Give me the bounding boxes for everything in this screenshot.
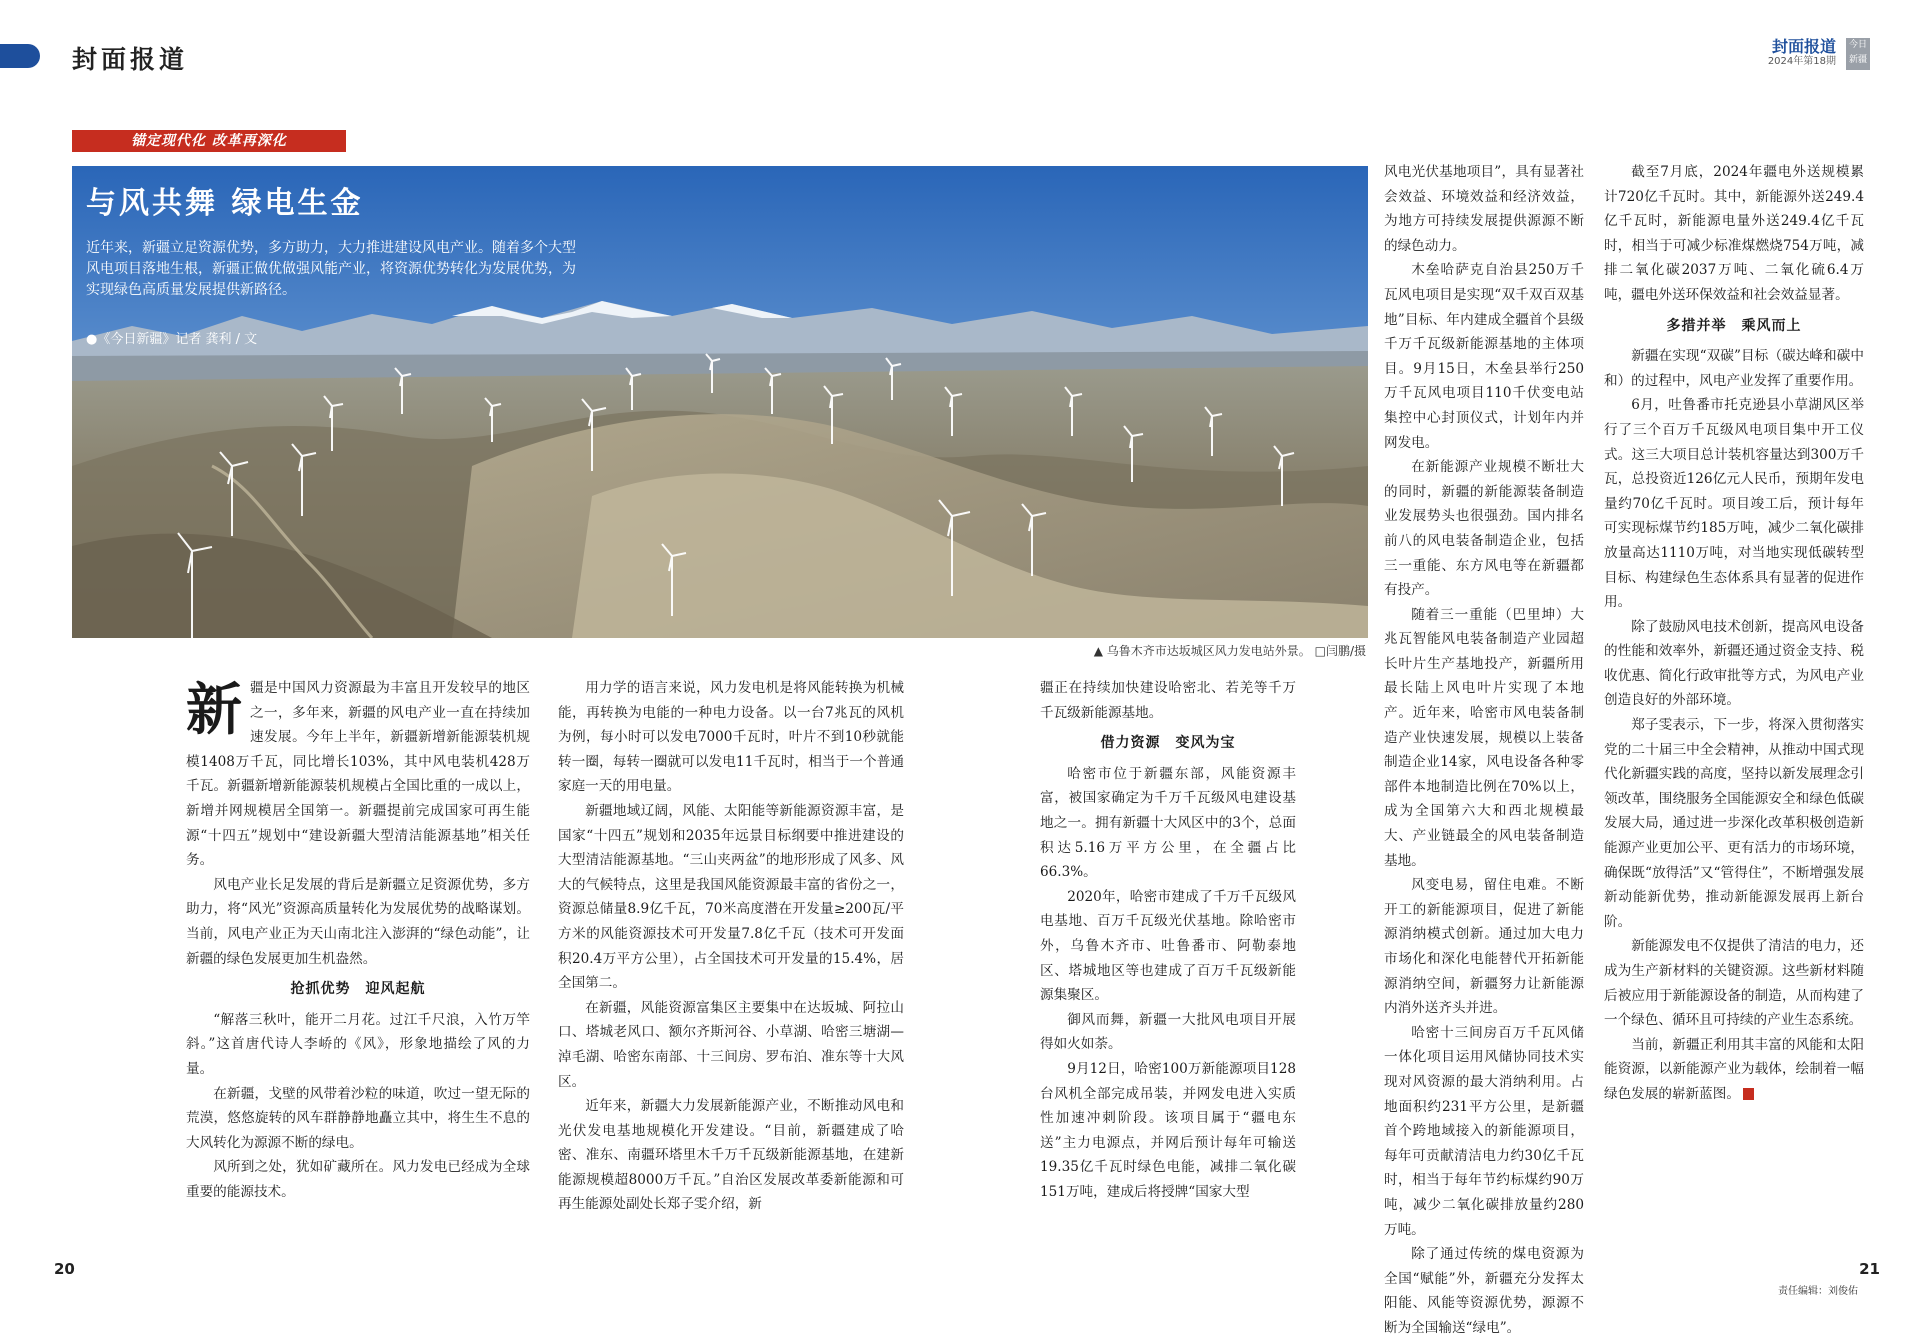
article-column-5: [1604, 160, 1864, 1107]
article-column-1: [186, 676, 530, 1204]
kicker-banner: 锚定现代化 改革再深化: [72, 130, 346, 152]
paragraph: 除了通过传统的煤电资源为全国“赋能”外，新疆充分发挥太阳能、风能等资源优势，源源不断为全国输送“绿电”。: [1384, 1246, 1584, 1336]
responsible-editor: 责任编辑：刘俊佑: [1778, 1286, 1858, 1297]
end-mark-icon: [1743, 1088, 1754, 1100]
paragraph: 9月12日，哈密100万新能源项目128台风机全部完成吊装，并网发电进入实质性加速冲刺阶段。该项目属于“疆电东送”主力电源点，并网后预计每年可输送19.35亿千瓦时绿色电能，减排二氧化碳151万吨，建成后将授牌“国家大型: [1040, 1060, 1296, 1200]
paragraph: 2020年，哈密市建成了千万千瓦级风电基地、百万千瓦级光伏基地。除哈密市外，乌鲁木齐市、吐鲁番市、阿勒泰地区、塔城地区等也建成了百万千瓦级新能源集聚区。: [1040, 888, 1296, 1004]
magazine-brand: [1768, 38, 1836, 68]
paragraph: 风所到之处，犹如矿藏所在。风力发电已经成为全球重要的能源技术。: [186, 1159, 530, 1200]
paragraph: 在新能源产业规模不断壮大的同时，新疆的新能源装备制造业发展势头也很强劲。国内排名前八的风电装备制造企业，包括三一重能、东方风电等在新疆都有投产。: [1384, 459, 1584, 599]
article-lead: 近年来，新疆立足资源优势，多方助力，大力推进建设风电产业。随着多个大型风电项目落地生根，新疆正做优做强风能产业，将资源优势转化为发展优势，为实现绿色高质量发展提供新路径。: [86, 240, 576, 298]
paragraph: 风变电易，留住电难。不断开工的新能源项目，促进了新能源消纳模式创新。通过加大电力市场化和深化电能替代开拓新能源消纳空间，新疆努力让新能源内消外送齐头并进。: [1384, 877, 1584, 1017]
article-column-3: [1040, 676, 1296, 1204]
paragraph: “解落三秋叶，能开二月花。过江千尺浪，入竹万竿斜。”这首唐代诗人李峤的《风》，形象地描绘了风的力量。: [186, 1011, 530, 1077]
magazine-logo-box: 今日新疆: [1846, 38, 1870, 70]
paragraph: 新疆在实现“双碳”目标（碳达峰和碳中和）的过程中，风电产业发挥了重要作用。: [1604, 348, 1864, 389]
hero-photo: [72, 166, 1368, 638]
article-column-2: [558, 676, 904, 1217]
page-number-left: 20: [54, 1260, 75, 1278]
paragraph: 木垒哈萨克自治县250万千瓦风电项目是实现“双千双百双基地”目标、年内建成全疆首个县级千万千瓦级新能源基地的主体项目。9月15日，木垒县举行250万千瓦风电项目110千伏变电站集控中心封顶仪式，计划年内并网发电。: [1384, 262, 1584, 451]
paragraph: 随着三一重能（巴里坤）大兆瓦智能风电装备制造产业园超长叶片生产基地投产，新疆所用最长陆上风电叶片实现了本地产。近年来，哈密市风电装备制造产业快速发展，规模以上装备制造企业14家，风电设备各种零部件本地制造比例在70%以上，成为全国第六大和西北规模最大、产业链最全的风电装备制造基地。: [1384, 606, 1584, 869]
subheading: 抢抓优势 迎风起航: [290, 981, 426, 998]
article-byline: ●《今日新疆》记者 龚利 / 文: [86, 332, 258, 347]
paragraph: 哈密市位于新疆东部，风能资源丰富，被国家确定为千万千瓦级风电建设基地之一。拥有新疆十大风区中的3个，总面积达5.16万平方公里，在全疆占比66.3%。: [1040, 765, 1296, 881]
paragraph: 截至7月底，2024年疆电外送规模累计720亿千瓦时。其中，新能源外送249.4亿千瓦时，新能源电量外送249.4亿千瓦时，相当于可减少标准煤燃烧754万吨，减排二氧化碳2037万吨、二氧化硫6.4万吨，疆电外送环保效益和社会效益显著。: [1604, 164, 1864, 303]
paragraph: 郑子雯表示，下一步，将深入贯彻落实党的二十届三中全会精神，从推动中国式现代化新疆实践的高度，坚持以新发展理念引领改革，围绕服务全国能源安全和绿色低碳发展大局，通过进一步深化改革积极创造新能源产业更加公平、更有活力的市场环境，确保既“放得活”又“管得住”，不断增强发展新动能新优势，推动新能源发展再上新台阶。: [1604, 717, 1864, 930]
wind-farm-landscape: [72, 166, 1368, 638]
paragraph: 疆是中国风力资源最为丰富且开发较早的地区之一，多年来，新疆的风电产业一直在持续加速发展。今年上半年，新疆新增新能源装机规模1408万千瓦，同比增长103%，其中风电装机428万千瓦。新疆新增新能源装机规模占全国比重的一成以上，新增并网规模居全国第一。新疆提前完成国家可再生能源“十四五”规划中“建设新疆大型清洁能源基地”相关任务。: [186, 680, 530, 869]
page-number-right: 21: [1859, 1260, 1880, 1278]
paragraph: 除了鼓励风电技术创新，提高风电设备的性能和效率外，新疆还通过资金支持、税收优惠、简化行政审批等方式，为风电产业创造良好的外部环境。: [1604, 618, 1864, 709]
paragraph: 御风而舞，新疆一大批风电项目开展得如火如荼。: [1040, 1011, 1296, 1053]
section-tab-marker: [0, 44, 40, 68]
paragraph: 在新疆，戈壁的风带着沙粒的味道，吹过一望无际的荒漠，悠悠旋转的风车群静静地矗立其中，将生生不息的大风转化为源源不断的绿电。: [186, 1085, 530, 1151]
paragraph: 新疆地域辽阔，风能、太阳能等新能源资源丰富，是国家“十四五”规划和2035年远景目标纲要中推进建设的大型清洁能源基地。“三山夹两盆”的地形形成了风多、风大的气候特点，这里是我国风能资源最丰富的省份之一，资源总储量8.9亿千瓦，70米高度潜在开发量≥200瓦/平方米的风能资源技术可开发量7.8亿千瓦（技术可开发面积20.4万平方公里），占全国技术可开发量的15.4%，居全国第二。: [558, 802, 904, 992]
subheading: 借力资源 变风为宝: [1100, 735, 1236, 752]
brand-section-title: 封面报道: [1771, 37, 1836, 56]
paragraph: 6月，吐鲁番市托克逊县小草湖风区举行了三个百万千瓦级风电项目集中开工仪式。这三大项目总计装机容量达到300万千瓦，总投资近126亿元人民币，预期年发电量约70亿千瓦时。项目竣工后，预计每年可实现标煤节约185万吨，减少二氧化碳排放量高达1110万吨，对当地实现低碳转型目标、构建绿色生态体系具有显著的促进作用。: [1604, 397, 1864, 611]
paragraph: 风电光伏基地项目”，具有显著社会效益、环境效益和经济效益，为地方可持续发展提供源源不断的绿色动力。: [1384, 164, 1584, 254]
paragraph: 疆正在持续加快建设哈密北、若羌等千万千瓦级新能源基地。: [1040, 680, 1296, 721]
paragraph: 近年来，新疆大力发展新能源产业，不断推动风电和光伏发电基地规模化开发建设。“目前，新疆建成了哈密、准东、南疆环塔里木千万千瓦级新能源基地，在建新能源规模超8000万千瓦。”自治区发展改革委新能源和可再生能源处副处长郑子雯介绍，新: [558, 1098, 904, 1213]
photo-caption: ▲ 乌鲁木齐市达坂城区风力发电站外景。 □闫鹏/摄: [1093, 644, 1366, 658]
paragraph: 风电产业长足发展的背后是新疆立足资源优势，多方助力，将“风光”资源高质量转化为发展优势的战略谋划。当前，风电产业正为天山南北注入澎湃的“绿色动能”，让新疆的绿色发展更加生机盎然。: [186, 876, 530, 967]
article-title: 与风共舞 绿电生金: [86, 186, 364, 221]
paragraph: 哈密十三间房百万千瓦风储一体化项目运用风储协同技术实现对风资源的最大消纳利用。占地面积约231平方公里，是新疆首个跨地域接入的新能源项目，每年可贡献清洁电力约30亿千瓦时，相当于每年节约标煤约90万吨，减少二氧化碳排放量约280万吨。: [1384, 1024, 1584, 1238]
paragraph: 新能源发电不仅提供了清洁的电力，还成为生产新材料的关键资源。这些新材料随后被应用于新能源设备的制造，从而构建了一个绿色、循环且可持续的产业生态系统。: [1604, 938, 1864, 1029]
paragraph: 当前，新疆正利用其丰富的风能和太阳能资源，以新能源产业为载体，绘制着一幅绿色发展的崭新蓝图。: [1604, 1036, 1864, 1102]
paragraph: 用力学的语言来说，风力发电机是将风能转换为机械能，再转换为电能的一种电力设备。以一台7兆瓦的风机为例，每小时可以发电7000千瓦时，叶片不到10秒就能转一圈，每转一圈就可以发电11千瓦时，相当于一个普通家庭一天的用电量。: [558, 680, 904, 795]
section-title-left: 封面报道: [72, 45, 189, 74]
paragraph: 在新疆，风能资源富集区主要集中在达坂城、阿拉山口、塔城老风口、额尔齐斯河谷、小草湖、哈密三塘湖—淖毛湖、哈密东南部、十三间房、罗布泊、准东等十大风区。: [558, 999, 904, 1090]
issue-number: 2024年第18期: [1767, 56, 1836, 67]
drop-cap: 新: [186, 677, 242, 743]
article-column-4: [1384, 160, 1584, 1341]
subheading: 多措并举 乘风而上: [1666, 317, 1802, 334]
